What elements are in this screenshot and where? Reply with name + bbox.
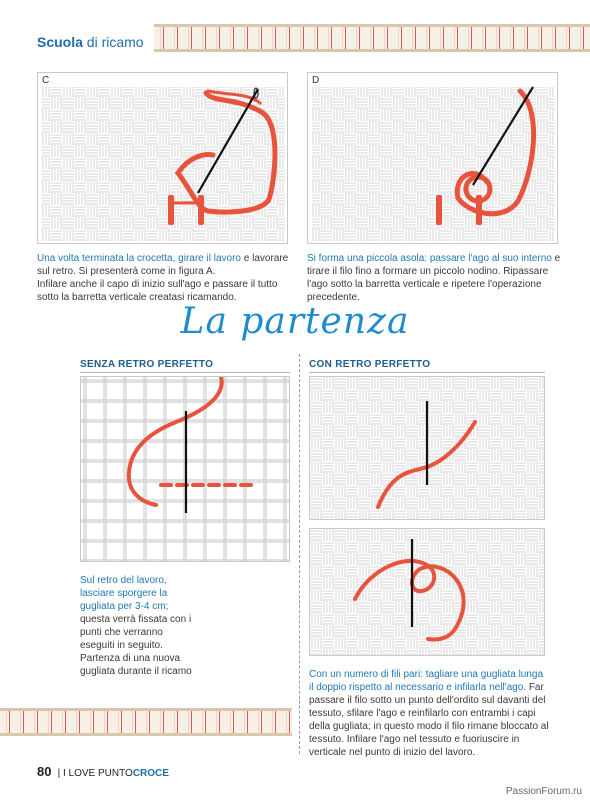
- magazine-mid: PUNTO: [98, 768, 133, 779]
- figure-senza-retro-illustration: [81, 377, 290, 562]
- right-heading-rule: [309, 372, 545, 373]
- page-footer: [37, 764, 169, 779]
- figure-con-retro-bottom-illustration: [310, 529, 545, 656]
- caption-d: [307, 252, 562, 304]
- caption-c-highlight: Una volta terminata la crocetta, girare il lavoro: [37, 253, 241, 264]
- decorative-ribbon-top: [154, 24, 590, 52]
- header-title: Scuola: [37, 34, 83, 50]
- figure-d-label: D: [312, 75, 320, 86]
- right-column-text: [309, 668, 549, 759]
- page-number: 80: [37, 764, 52, 779]
- section-header: [37, 34, 144, 50]
- right-column-rest: Far passare il filo sotto un punto dell'ordito sul davanti del tessuto, sfilare l'ago e reinfilarlo con entrambi i capi della gugliata; in questo modo il filo rimane bloccato al tessuto. Infilare l'ago nel tessuto e fuoriuscire in verticale nel punto di inizio del lavoro.: [309, 682, 549, 758]
- caption-c-text-1: e lavorare sul retro. Si presenterà come in figura A.: [37, 253, 289, 277]
- figure-senza-retro: [80, 376, 290, 562]
- figure-c-label: C: [42, 75, 50, 86]
- section-title: La partenza: [180, 301, 410, 342]
- figure-c: [37, 72, 288, 244]
- figure-con-retro-bottom: [309, 528, 545, 656]
- caption-c-text-2: Infilare anche il capo di inizio sull'ago e passare il tutto sotto la barretta verticale creatasi ricamando.: [37, 279, 278, 303]
- left-column-heading: SENZA RETRO PERFETTO: [80, 359, 214, 370]
- magazine-suffix: CROCE: [132, 768, 169, 779]
- caption-c: [37, 252, 292, 304]
- magazine-prefix: I LOVE: [62, 768, 96, 779]
- left-column-rest: questa verrà fissata con i punti che verranno eseguiti in seguito. Partenza di una nuova gugliata durante il ricamo: [80, 614, 192, 677]
- magazine-name: | I LOVE PUNTOCROCE: [54, 768, 169, 779]
- column-divider: [299, 354, 300, 754]
- figure-con-retro-top-illustration: [310, 377, 545, 520]
- caption-d-highlight: Si forma una piccola asola: passare l'ago al suo interno: [307, 253, 552, 264]
- header-subtitle: di ricamo: [86, 34, 144, 50]
- figure-con-retro-top: [309, 376, 545, 520]
- decorative-ribbon-bottom: [0, 708, 292, 736]
- caption-d-text: e tirare il filo fino a formare un piccolo nodino. Ripassare l'ago sotto la barretta verticale e ripetere l'operazione precedente.: [307, 253, 561, 303]
- right-column-heading: CON RETRO PERFETTO: [309, 359, 431, 370]
- figure-d: [307, 72, 558, 244]
- figure-d-illustration: [308, 73, 558, 244]
- figure-c-illustration: [38, 73, 288, 244]
- right-column-highlight: Con un numero di fili pari: tagliare una gugliata lunga il doppio rispetto al necessario e infilarla nell'ago.: [309, 669, 544, 693]
- left-column-text: [80, 574, 200, 678]
- left-heading-rule: [80, 372, 290, 373]
- left-column-highlight: Sul retro del lavoro, lasciare sporgere la gugliata per 3-4 cm;: [80, 575, 169, 612]
- watermark: PassionForum.ru: [505, 786, 582, 797]
